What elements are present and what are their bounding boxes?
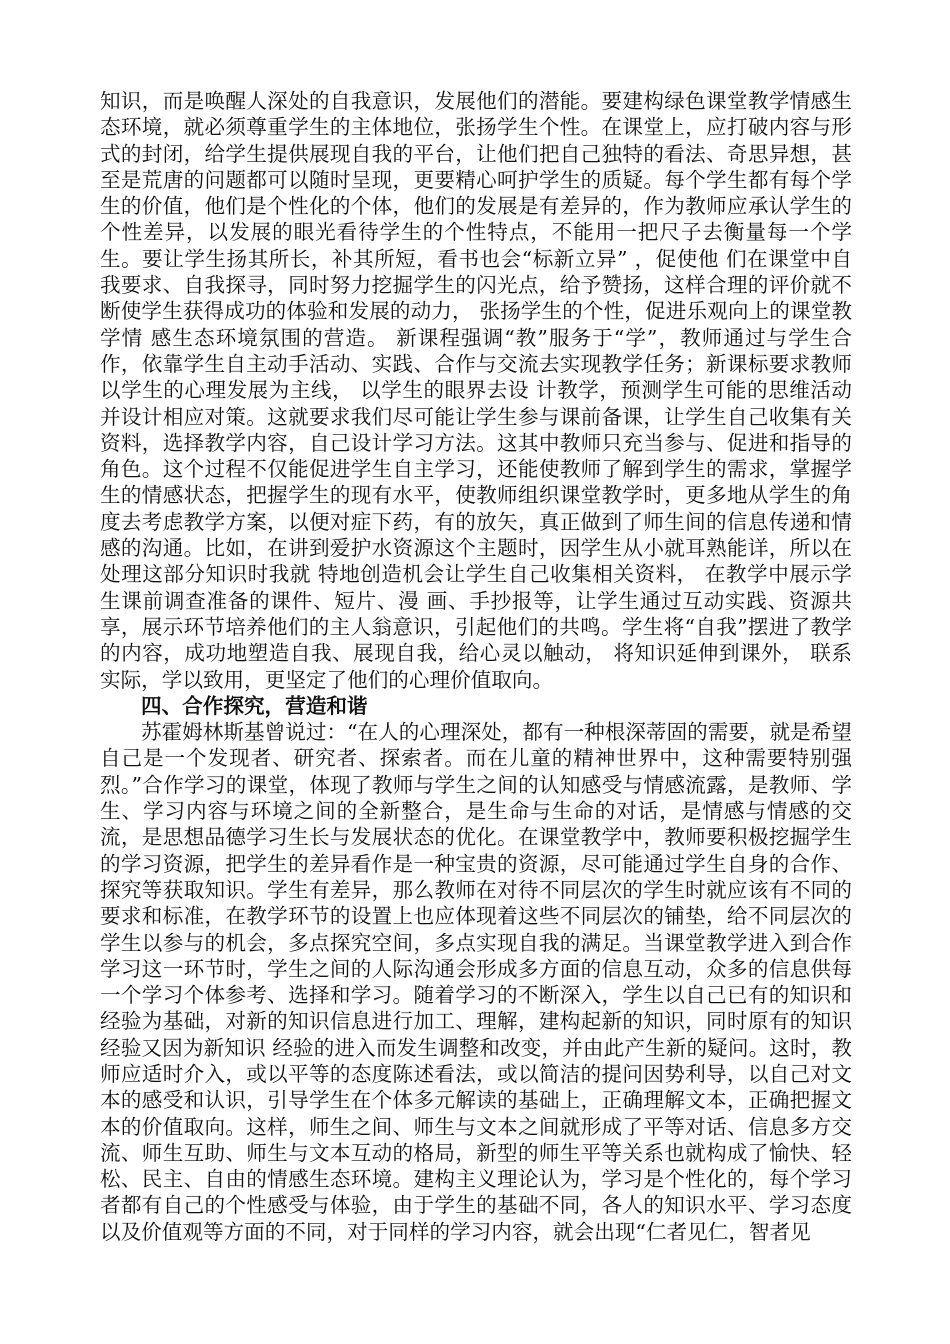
document-page xyxy=(100,88,852,1245)
body-paragraph-section-4: 苏霍姆林斯基曾说过：“在人的心理深处，都有一种根深蒂固的需要，就是希望自己是一个发现者、研究者、探索者。而在儿童的精神世界中，这种需要特别强烈。”合作学习的课堂，体现了教师与学生之间的认知感受与情感流露，是教师、学生、学习内容与环境之间的全新整合，是生命与生命的对话，是情感与情感的交流，是思想品德学习生长与发展状态的优化。在课堂教学中，教师要积极挖掘学生的学习资源，把学生的差异看作是一种宝贵的资源，尽可能通过学生自身的合作、探究等获取知识。学生有差异，那么教师在对待不同层次的学生时就应该有不同的要求和标准，在教学环节的设置上也应体现着这些不同层次的铺垫，给不同层次的学生以参与的机会，多点探究空间，多点实现自我的满足。当课堂教学进入到合作学习这一环节时，学生之间的人际沟通会形成多方面的信息互动，众多的信息供每一个学习个体参考、选择和学习。随着学习的不断深入，学生以自己已有的知识和经验为基础，对新的知识信息进行加工、理解，建构起新的知识，同时原有的知识经验又因为新知识 经验的进入而发生调整和改变，并由此产生新的疑问。这时，教师应适时介入，或以平等的态度陈述看法，或以简洁的提问因势利导，以自己对文本的感受和认识，引导学生在个体多元解读的基础上，正确理解文本，正确把握文本的价值取向。这样，师生之间、师生与文本之间就形成了平等对话、信息多方交流、师生互助、师生与文本互动的格局，新型的师生平等关系也就构成了愉快、轻松、民主、自由的情感生态环境。建构主义理论认为，学习是个性化的，每个学习者都有自己的个性感受与体验，由于学生的基础不同，各人的知识水平、学习态度以及价值观等方面的不同，对于同样的学习内容，就会出现“仁者见仁，智者见 xyxy=(100,720,852,1244)
body-paragraph-continued: 知识，而是唤醒人深处的自我意识，发展他们的潜能。要建构绿色课堂教学情感生态环境，就必须尊重学生的主体地位，张扬学生个性。在课堂上，应打破内容与形式的封闭，给学生提供展现自我的平台，让他们把自己独特的看法、奇思异想，甚至是荒唐的问题都可以随时呈现，更要精心呵护学生的质疑。每个学生都有每个学生的价值，他们是个性化的个体，他们的发展是有差异的，作为教师应承认学生的个性差异，以发展的眼光看待学生的个性特点，不能用一把尺子去衡量每一个学生。要让学生扬其所长，补其所短，看书也会“标新立异” ，促使他 们在课堂中自我要求、自我探寻，同时努力挖掘学生的闪光点，给予赞扬，这样合理的评价就不断使学生获得成功的体验和发展的动力， 张扬学生的个性，促进乐观向上的课堂教学情 感生态环境氛围的营造。 新课程强调“教”服务于“学”，教师通过与学生合作，依靠学生自主动手活动、实践、合作与交流去实现教学任务；新课标要求教师以学生的心理发展为主线， 以学生的眼界去设 计教学，预测学生可能的思维活动并设计相应对策。这就要求我们尽可能让学生参与课前备课，让学生自己收集有关资料，选择教学内容，自己设计学习方法。这其中教师只充当参与、促进和指导的角色。这个过程不仅能促进学生自主学习，还能使教师了解到学生的需求，掌握学生的情感状态，把握学生的现有水平，使教师组织课堂教学时，更多地从学生的角度去考虑教学方案，以便对症下药，有的放矢，真正做到了师生间的信息传递和情感的沟通。比如，在讲到爱护水资源这个主题时，因学生从小就耳熟能详，所以在处理这部分知识时我就 特地创造机会让学生自己收集相关资料， 在教学中展示学生课前调查准备的课件、短片、漫 画、手抄报等，让学生通过互动实践、资源共享，展示环节培养他们的主人翁意识，引起他们的共鸣。学生将“自我”摆进了教学的内容，成功地塑造自我、展现自我，给心灵以触动， 将知识延伸到课外， 联系实际，学以致用，更坚定了他们的心理价值取向。 xyxy=(100,89,852,692)
section-heading-4: 四、合作探究，营造和谐 xyxy=(141,693,368,718)
